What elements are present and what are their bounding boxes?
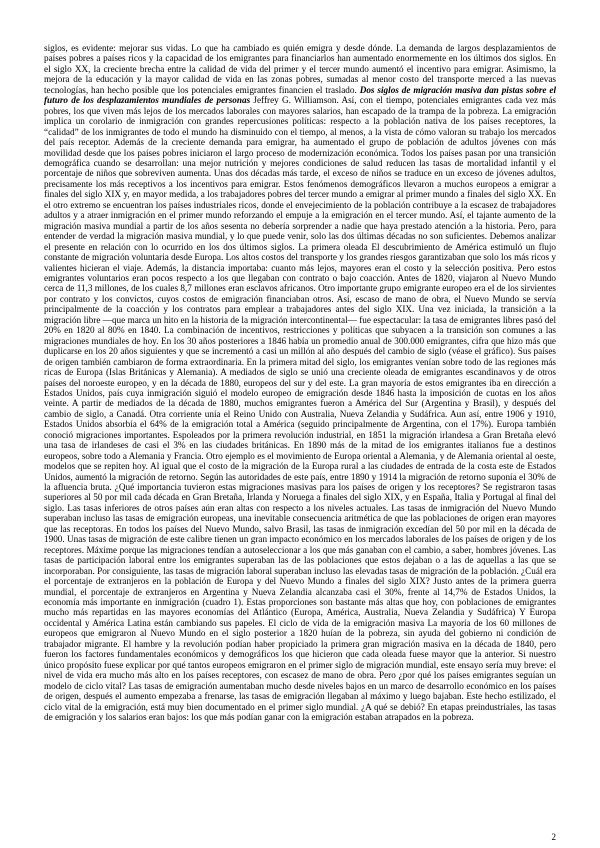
page-number: 2 xyxy=(551,832,556,842)
article-title: Dos siglos de migración masiva dan pistas sobre el futuro de los desplazamientos mundiales de personas xyxy=(44,84,557,106)
body-paragraph xyxy=(44,43,556,722)
text-segment-main: Jeffrey G. Williamson. Así, con el tiempo, potenciales emigrantes cada vez más pobres, los que viven más lejos de los mercados laborales con mayores salarios, han escapado de la trampa de la pobreza. La emigración implica un corolario de inmigración con grandes repercusiones políticas: respecto a la población nativa de los países receptores, la “calidad” de los inmigrantes de todo el mundo ha disminuido con el tiempo, al menos, a la vista de cómo valoran su trabajo los mercados del país receptor. Además de la creciente demanda para emigrar, ha aumentado el grupo de población de adultos jóvenes con más movilidad desde que los países pobres iniciaron el largo proceso de modernización económica. Todos los países pasan por una transición demográfica cuando se desarrollan: una mejor nutrición y mejores condiciones de salud reducen las tasas de mortalidad infantil y el porcentaje de niños que sobreviven aumenta. Unas dos décadas más tarde, el exceso de niños se traduce en un exceso de jóvenes adultos, precisamente los más receptivos a los incentivos para emigrar. Estos fenómenos demográficos llevaron a muchos europeos a emigrar a finales del siglo XIX y, en mayor medida, a los trabajadores pobres del tercer mundo a emigrar al primer mundo a finales del siglo XX. En el otro extremo se encuentran los países industriales ricos, donde el envejecimiento de la población contribuye a la escasez de trabajadores adultos y a atraer inmigración en el primer mundo reforzando el empuje a la emigración en el tercer mundo. Así, el tajante aumento de la migración masiva mundial a partir de los años sesenta no debería sorprender a nadie que haya prestado atención a la historia. Pero, para entender de verdad la migración masiva mundial, y lo que puede venir, solo las dos últimas décadas no son suficientes. Debemos analizar el presente en relación con lo ocurrido en los dos últimos siglos. La primera oleada El descubrimiento de América estimuló un flujo constante de migración voluntaria desde Europa. Los altos costos del transporte y los grandes riesgos garantizaban que solo los más ricos y valientes hicieran el viaje. Además, la distancia importaba: cuanto más lejos, mayores eran el costo y la selección positiva. Pero estos emigrantes voluntarios eran pocos respecto a los que llegaban con contrato o bajo coacción. Antes de 1820, viajaron al Nuevo Mundo cerca de 11,3 millones, de los cuales 8,7 millones eran esclavos africanos. Otro importante grupo emigrante europeo era el de los sirvientes por contrato y los convictos, cuyos costos de emigración financiaban otros. Así, escaso de mano de obra, el Nuevo Mundo se servía principalmente de la coacción y los contratos para emplear a trabajadores antes del siglo XIX. Una vez iniciada, la transición a la migración libre —que marca un hito en la historia de la migración intercontinental— fue espectacular: la tasa de emigrantes libres pasó del 20% en 1820 al 80% en 1840. La combinación de incentivos, restricciones y políticas que subyacen a la transición son comunes a las migraciones mundiales de hoy. En los 30 años posteriores a 1846 había un promedio anual de 300.000 emigrantes, cifra que hizo más que duplicarse en los 20 años siguientes y que se incrementó a casi un millón al año después del cambio de siglo (véase el gráfico). Sus países de origen también cambiaron de forma extraordinaria. En la primera mitad del siglo, los emigrantes venían sobre todo de las regiones más ricas de Europa (Islas Británicas y Alemania). A mediados de siglo se unió una creciente oleada de emigrantes escandinavos y de otros países del noroeste europeo, y en la década de 1880, europeos del sur y del este. La gran mayoría de estos emigrantes iba en dirección a Estados Unidos, país cuya inmigración siguió el modelo europeo de emigración desde 1846 hasta la imposición de cuotas en los años veinte. A partir de mediados de la década de 1880, muchos emigrantes fueron a América del Sur (Argentina y Brasil), y después del cambio de siglo, a Canadá. Otra corriente unía el Reino Unido con Australia, Nueva Zelandia y Sudáfrica. Aun así, entre 1906 y 1910, Estados Unidos absorbía el 64% de la emigración total a América (seguido principalmente de Argentina, con el 17%). Europa también conoció migraciones importantes. Espoleados por la primera revolución industrial, en 1851 la migración irlandesa a Gran Bretaña elevó una tasa de irlandeses de casi el 3% en las ciudades británicas. En 1890 más de la mitad de los emigrantes italianos fue a destinos europeos, sobre todo a Alemania y Francia. Otro ejemplo es el movimiento de Europa oriental a Alemania, y de Alemania oriental al oeste, modelos que se repiten hoy. Al igual que el costo de la migración de la Europa rural a las ciudades de entrada de la costa este de Estados Unidos, aumentó la migración de retorno. Según las autoridades de este país, entre 1890 y 1914 la migración de retorno suponía el 30% de la afluencia bruta. ¿Qué importancia tuvieron estas migraciones masivas para los países de origen y los receptores? Se registraron tasas superiores al 50 por mil cada década en Gran Bretaña, Irlanda y Noruega a finales del siglo XIX, y en España, Italia y Portugal al final del siglo. Las tasas inferiores de otros países aún eran altas con respecto a los niveles actuales. Las tasas de inmigración del Nuevo Mundo superaban incluso las tasas de emigración europeas, una inevitable consecuencia aritmética de que las poblaciones de origen eran mayores que las receptoras. En todos los países del Nuevo Mundo, salvo Brasil, las tasas de inmigración excedían del 50 por mil en la década de 1900. Unas tasas de migración de este calibre tienen un gran impacto económico en los mercados laborales de los países de origen y de los receptores. Máxime porque las migraciones tendían a autoseleccionar a los que más ganaban con el cambio, a saber, hombres jóvenes. Las tasas de participación laboral entre los emigrantes superaban las de las poblaciones que estos dejaban o a las de aquellas a las que se incorporaban. Por consiguiente, las tasas de migración laboral superaban incluso las elevadas tasas de migración de la población. ¿Cuál era el porcentaje de extranjeros en la población de Europa y del Nuevo Mundo a finales del siglo XIX? Justo antes de la primera guerra mundial, el porcentaje de extranjeros en Argentina y Nueva Zelandia alcanzaba casi el 30%, frente al 14,7% de Estados Unidos, la economía más importante en inmigración (cuadro 1). Estas proporciones son bastante más altas que hoy, con poblaciones de emigrantes mucho más repartidas en las mayores economías del Atlántico (Europa, América, Australia, Nueva Zelandia y Sudáfrica) Y Europa occidental y América Latina están cambiando sus papeles. El ciclo de vida de la emigración masiva La mayoría de los 60 millones de europeos que emigraron al Nuevo Mundo en el siglo posterior a 1820 huían de la pobreza, sin ayuda del gobierno ni condición de trabajador migrante. El hambre y la revolución podían haber propiciado la primera gran migración masiva en la década de 1840, pero fueron los factores fundamentales económicos y demográficos los que hicieron que cada oleada fuese mayor que la anterior. Si nuestro único propósito fuese explicar por qué tantos europeos emigraron en el primer siglo de migración mundial, este ensayo sería muy breve: el nivel de vida era mucho más alto en los países receptores, con escasez de mano de obra. Pero ¿por qué los países emigrantes seguían un modelo de ciclo vital? Las tasas de emigración aumentaban mucho desde niveles bajos en un marco de desarrollo económico en los países de origen, después el aumento empezaba a frenarse, las tasas de emigración llegaban al máximo y luego bajaban. Este hecho estilizado, el ciclo vital de la emigración, está muy bien documentado en el primer siglo mundial. ¿A qué se debió? En etapas preindustriales, las tasas de emigración y los salarios eran bajos: los que más podían ganar con la emigración estaban atrapados en la pobreza. xyxy=(44,95,557,722)
body-text xyxy=(44,43,556,722)
text-segment-intro: siglos, es evidente: mejorar sus vidas. Lo que ha cambiado es quién emigra y desde dónde. La demanda de largos desplazamientos de países pobres a países ricos y la capacidad de los emigrantes para financiarlos han aumentado enormemente en los últimos dos siglos. En el siglo XX, la creciente brecha entre la calidad de vida del primer y el tercer mundo aumentó el incentivo para emigrar. Asimismo, la mejora de la educación y la mayor calidad de vida en las zonas pobres, sumadas al menor costo del transporte merced a las nuevas tecnologías, han hecho posible que los potenciales emigrantes financien el traslado. xyxy=(44,43,556,95)
